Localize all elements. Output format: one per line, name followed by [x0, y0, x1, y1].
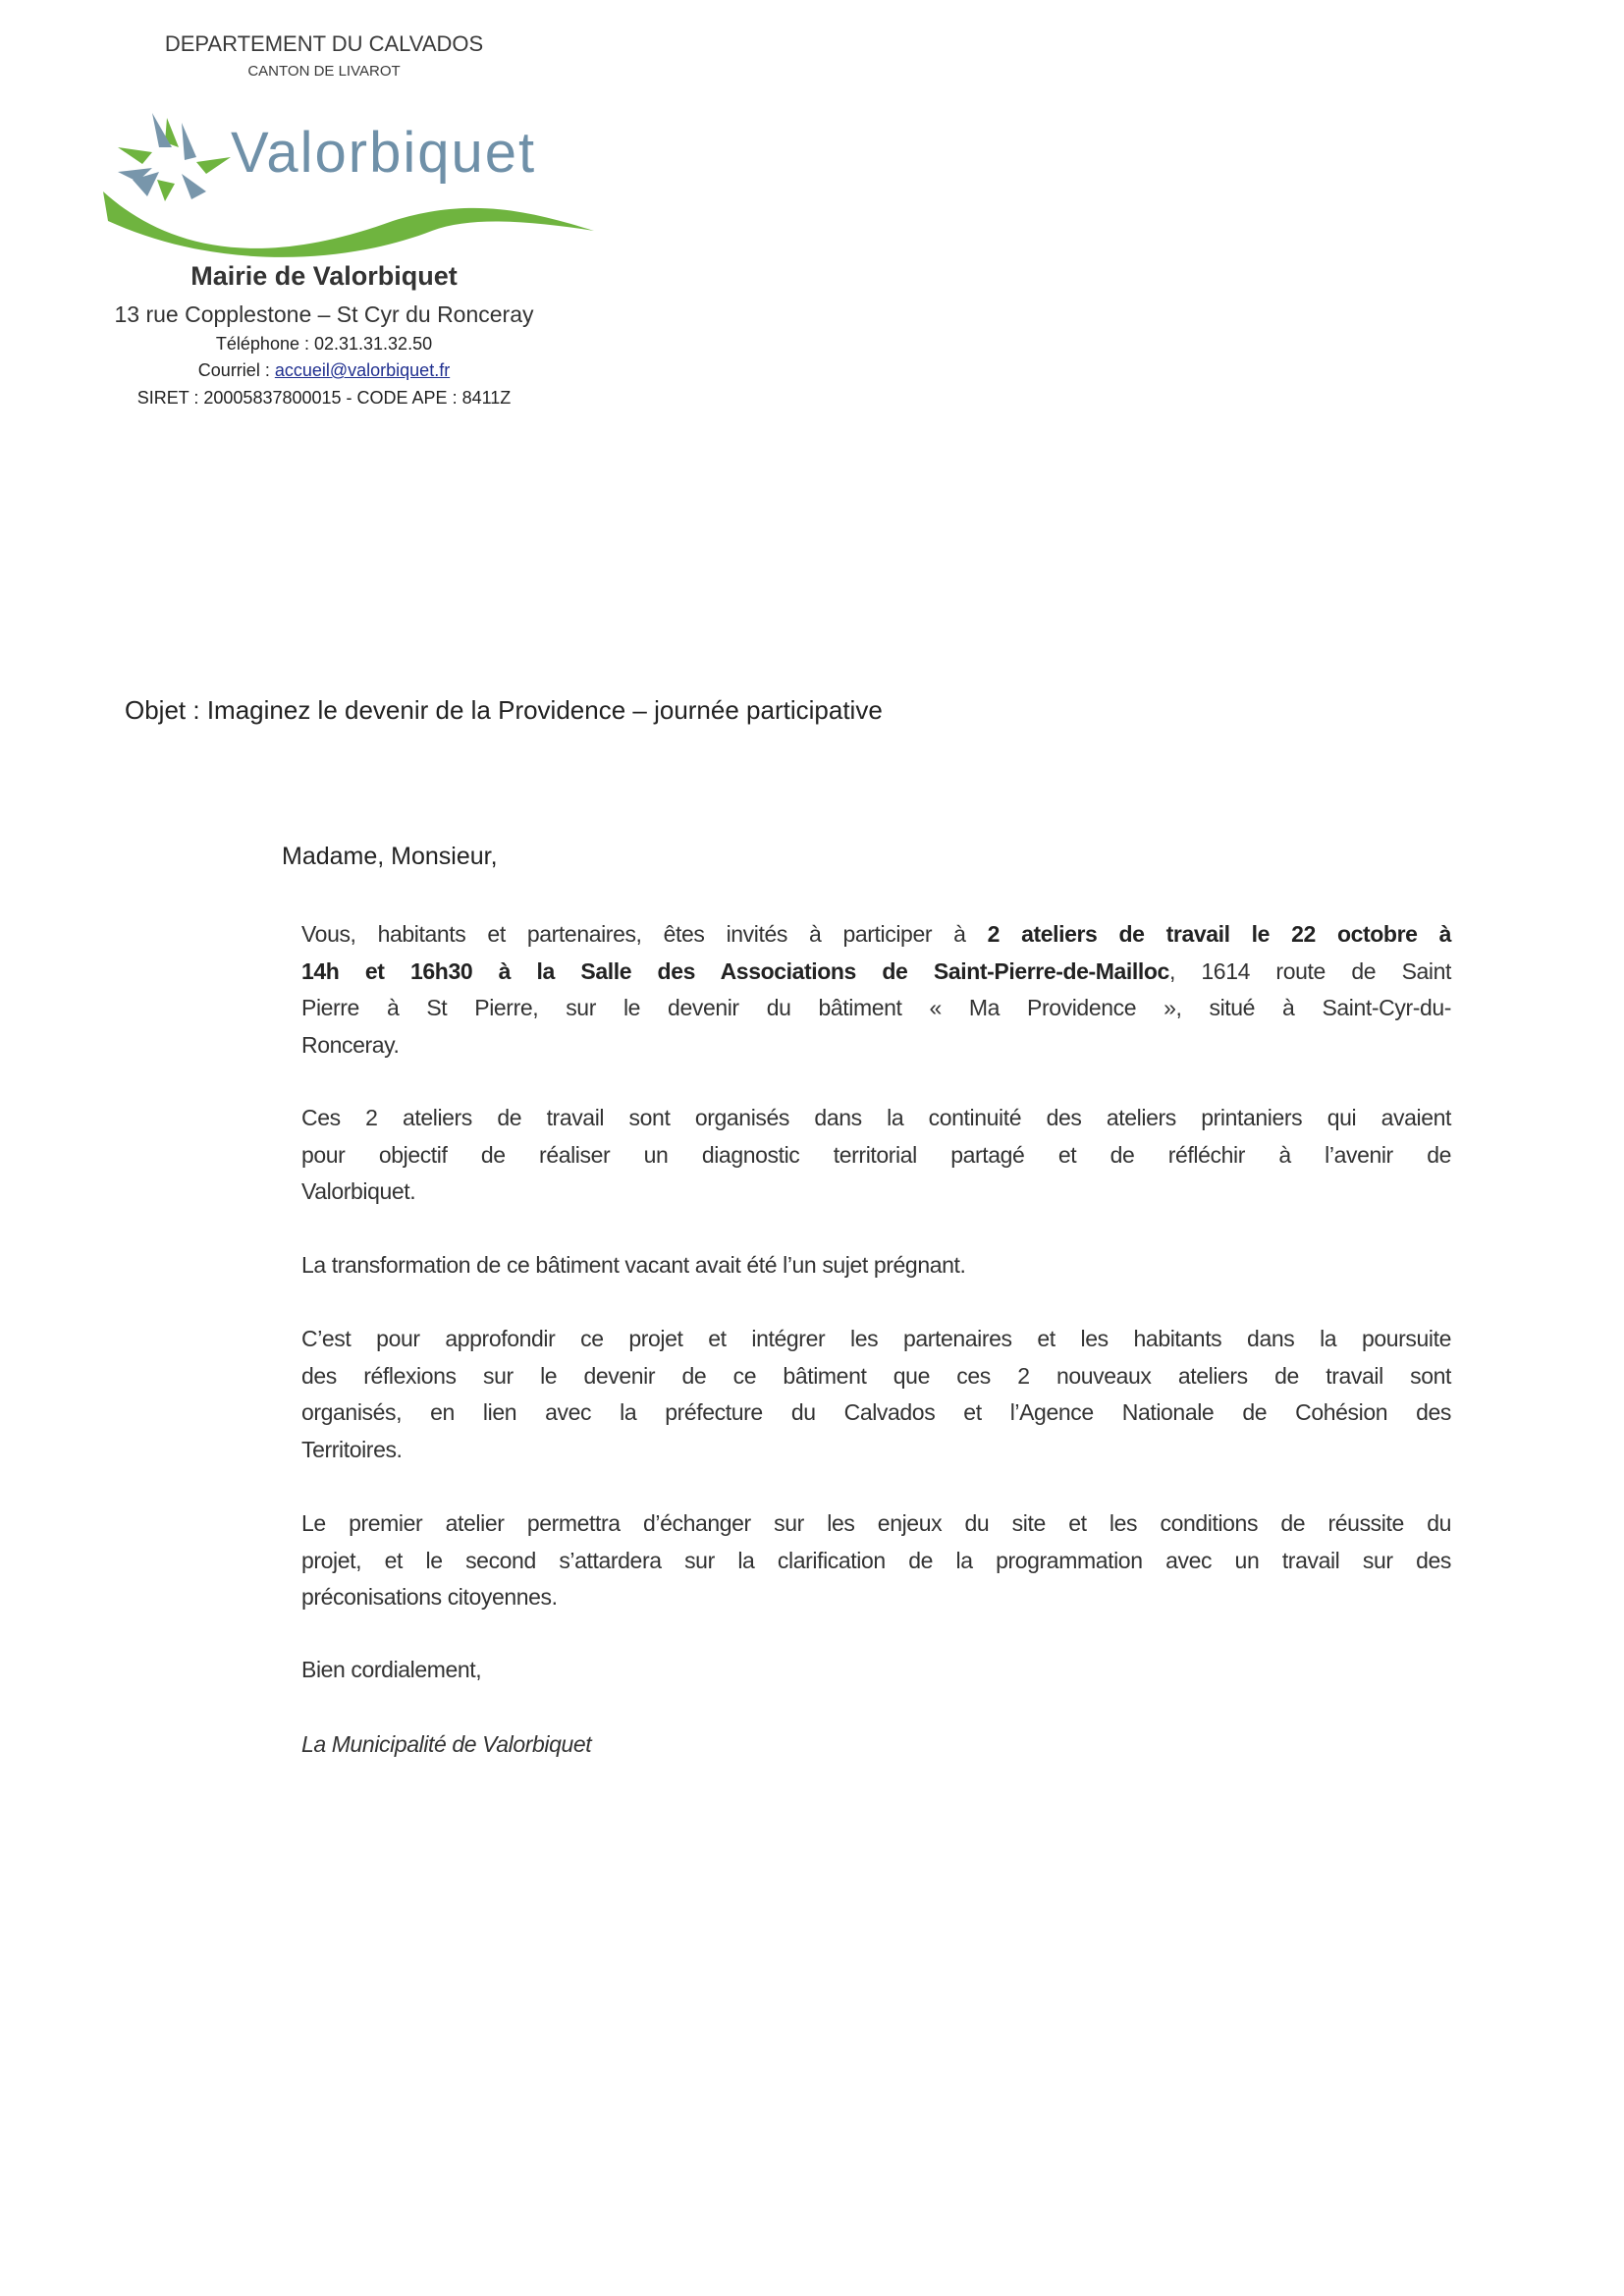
paragraph-5 [301, 1505, 1451, 1616]
svg-text:Valorbiquet: Valorbiquet [231, 121, 537, 185]
mairie-email-line [59, 360, 589, 381]
paragraph-1 [301, 916, 1451, 1064]
text: Ronceray. [301, 1031, 400, 1058]
text: Pierre à St Pierre, sur le devenir du bâtiment « Ma Providence », situé à Saint-Cyr-du- [301, 995, 1451, 1020]
mairie-address: 13 rue Copplestone – St Cyr du Ronceray [114, 301, 534, 327]
paragraph-2 [301, 1100, 1451, 1211]
paragraph-4 [301, 1321, 1451, 1468]
text: projet, et le second s’attardera sur la clarification de la programmation avec un travail sur des [301, 1547, 1451, 1573]
bold-text: 14h et 16h30 à la Salle des Associations de Saint-Pierre-de-Mailloc [301, 957, 1169, 984]
department-heading: DEPARTEMENT DU CALVADOS [164, 31, 484, 56]
canton-heading: CANTON DE LIVAROT [247, 63, 401, 80]
letter-salutation: Madame, Monsieur, [282, 843, 498, 870]
text: Vous, habitants et partenaires, êtes invités à participer à [301, 921, 988, 947]
mairie-name: Mairie de Valorbiquet [190, 261, 458, 291]
text: Ces 2 ateliers de travail sont organisés dans la continuité des ateliers printaniers qui avaient [301, 1105, 1451, 1130]
text: La transformation de ce bâtiment vacant avait été l’un sujet prégnant. [301, 1252, 966, 1278]
text: Territoires. [301, 1436, 403, 1462]
bold-text: 2 ateliers de travail le 22 octobre à [987, 921, 1451, 947]
paragraph-3 [301, 1247, 1451, 1285]
snowflake-icon [118, 113, 231, 201]
email-link[interactable]: accueil@valorbiquet.fr [274, 360, 451, 380]
signature [301, 1726, 1451, 1764]
text: Le premier atelier permettra d’échanger sur les enjeux du site et les conditions de réussite du [301, 1510, 1451, 1536]
text: des réflexions sur le devenir de ce bâtiment que ces 2 nouveaux ateliers de travail sont [301, 1362, 1451, 1389]
text: préconisations citoyennes. [301, 1584, 558, 1610]
text: C’est pour approfondir ce projet et intégrer les partenaires et les habitants dans la poursuite [301, 1326, 1451, 1351]
mairie-telephone: Téléphone : 02.31.31.32.50 [215, 334, 433, 354]
text: La Municipalité de Valorbiquet [301, 1731, 592, 1757]
email-label: Courriel : [197, 360, 275, 380]
letter-subject: Objet : Imaginez le devenir de la Providence – journée participative [125, 695, 883, 725]
text: Bien cordialement, [301, 1657, 482, 1682]
text: , 1614 route de Saint [1168, 957, 1451, 984]
valorbiquet-logo [98, 103, 599, 265]
text: pour objectif de réaliser un diagnostic territorial partagé et de réfléchir à l’avenir de [301, 1141, 1451, 1168]
text: organisés, en lien avec la préfecture du Calvados et l’Agence Nationale de Cohésion des [301, 1399, 1451, 1425]
closing [301, 1652, 1451, 1689]
text: Valorbiquet. [301, 1178, 416, 1204]
mairie-siret: SIRET : 20005837800015 - CODE APE : 8411Z [136, 388, 512, 408]
